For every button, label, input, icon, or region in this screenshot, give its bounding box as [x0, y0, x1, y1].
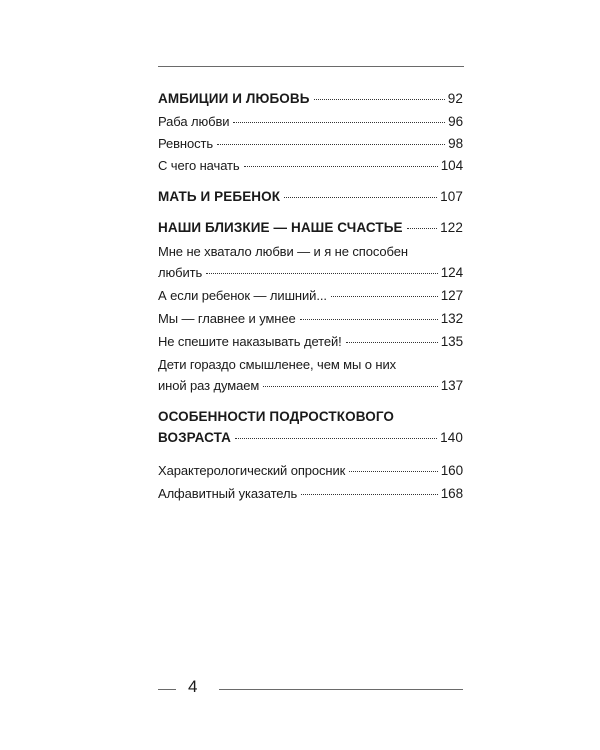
dot-leader: [407, 228, 438, 229]
toc-entry-title: С чего начать: [158, 158, 240, 173]
dot-leader: [300, 319, 438, 320]
toc-entry-page: 124: [440, 265, 463, 280]
toc-entry-page: 104: [440, 158, 463, 173]
dot-leader: [233, 122, 445, 123]
toc-entry-ambitions-and-love[interactable]: [158, 90, 463, 107]
toc-entry-we-are-smarter[interactable]: [158, 310, 463, 327]
toc-entry-dont-punish[interactable]: [158, 333, 463, 350]
toc-entry-title: А если ребенок — лишний...: [158, 288, 327, 303]
toc-entry-title: Мы — главнее и умнее: [158, 311, 296, 326]
footer-page-number: 4: [188, 677, 198, 696]
toc-entry-title: НАШИ БЛИЗКИЕ — НАШЕ СЧАСТЬЕ: [158, 220, 403, 235]
toc-entry-page: 140: [440, 430, 463, 445]
toc-entry-page: 168: [440, 486, 463, 501]
toc-entry-title: Раба любви: [158, 114, 230, 129]
toc-entry-page: 137: [440, 378, 463, 393]
toc-entry-title: Ревность: [158, 136, 214, 151]
toc-entry-index[interactable]: [158, 485, 463, 502]
toc-entry-page: 107: [440, 189, 463, 204]
toc-entry-title-line2: ВОЗРАСТА: [158, 430, 231, 445]
dot-leader: [217, 144, 445, 145]
dot-leader: [346, 342, 438, 343]
dot-leader: [244, 166, 438, 167]
table-of-contents: [158, 90, 463, 502]
toc-entry-page: 98: [448, 136, 463, 151]
toc-entry-title: Алфавитный указатель: [158, 486, 298, 501]
toc-entry-title-line1: Мне не хватало любви — и я не способен: [158, 244, 408, 259]
toc-entry-mother-and-child[interactable]: [158, 188, 463, 205]
toc-entry-adolescence[interactable]: [158, 408, 463, 446]
dot-leader: [263, 386, 438, 387]
toc-entry-love-slave[interactable]: [158, 113, 463, 130]
dot-leader: [314, 99, 445, 100]
toc-entry-questionnaire[interactable]: [158, 462, 463, 479]
toc-entry-page: 122: [440, 220, 463, 235]
toc-entry-page: 96: [448, 114, 463, 129]
footer-rule-left: [158, 689, 176, 690]
toc-entry-title: АМБИЦИИ И ЛЮБОВЬ: [158, 91, 310, 106]
dot-leader: [331, 296, 438, 297]
toc-entry-title-line2: иной раз думаем: [158, 378, 260, 393]
toc-entry-page: 127: [440, 288, 463, 303]
toc-entry-page: 132: [440, 311, 463, 326]
top-rule: [158, 66, 464, 67]
toc-entry-title: Характерологический опросник: [158, 463, 346, 478]
toc-entry-title-line1: ОСОБЕННОСТИ ПОДРОСТКОВОГО: [158, 409, 394, 424]
toc-entry-our-loved-ones[interactable]: [158, 219, 463, 236]
toc-entry-title-line2: любить: [158, 265, 203, 280]
toc-entry-title: МАТЬ И РЕБЕНОК: [158, 189, 281, 204]
toc-entry-title-line1: Дети гораздо смышленее, чем мы о них: [158, 357, 397, 372]
toc-entry-lacked-love[interactable]: [158, 243, 463, 281]
footer-rule-right: [219, 689, 463, 690]
dot-leader: [349, 471, 438, 472]
toc-entry-children-smarter[interactable]: [158, 356, 463, 394]
toc-entry-extra-child[interactable]: [158, 287, 463, 304]
toc-entry-where-to-start[interactable]: [158, 157, 463, 174]
dot-leader: [284, 197, 437, 198]
toc-entry-jealousy[interactable]: [158, 135, 463, 152]
toc-entry-title: Не спешите наказывать детей!: [158, 334, 342, 349]
dot-leader: [235, 438, 437, 439]
dot-leader: [301, 494, 438, 495]
toc-entry-page: 92: [447, 91, 463, 106]
toc-entry-page: 135: [440, 334, 463, 349]
toc-entry-page: 160: [440, 463, 463, 478]
dot-leader: [206, 273, 438, 274]
